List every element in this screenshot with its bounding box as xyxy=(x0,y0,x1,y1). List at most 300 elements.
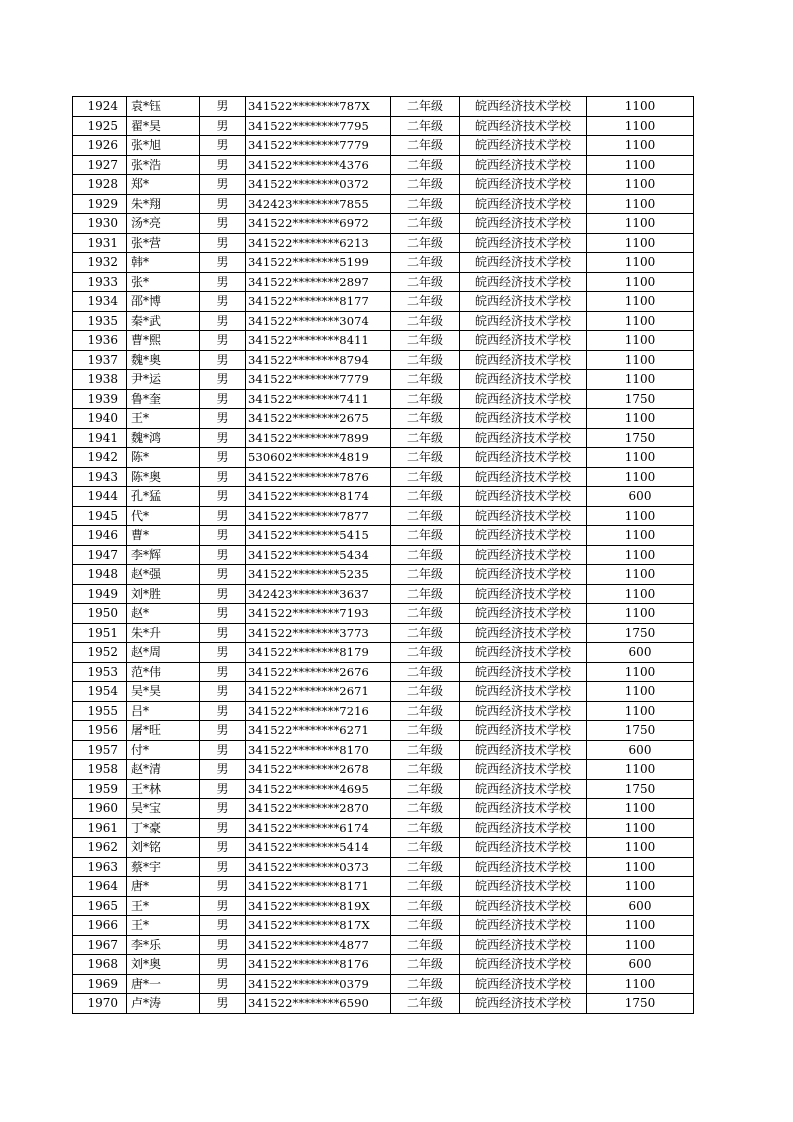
student-subsidy-table xyxy=(72,96,694,1014)
gender-cell: 男 xyxy=(200,604,246,624)
grade-cell: 二年级 xyxy=(391,175,460,195)
row-number-cell: 1944 xyxy=(73,487,127,507)
amount-cell: 1100 xyxy=(587,233,694,253)
table-row xyxy=(73,740,694,760)
table-row xyxy=(73,896,694,916)
table-row xyxy=(73,136,694,156)
id-number-cell: 341522********8174 xyxy=(246,487,391,507)
grade-cell: 二年级 xyxy=(391,272,460,292)
table-row xyxy=(73,701,694,721)
row-number-cell: 1933 xyxy=(73,272,127,292)
name-cell: 王* xyxy=(127,896,200,916)
row-number-cell: 1960 xyxy=(73,799,127,819)
id-number-cell: 341522********8794 xyxy=(246,350,391,370)
id-number-cell: 341522********2671 xyxy=(246,682,391,702)
row-number-cell: 1952 xyxy=(73,643,127,663)
id-number-cell: 341522********8170 xyxy=(246,740,391,760)
table-row xyxy=(73,916,694,936)
name-cell: 曹*熙 xyxy=(127,331,200,351)
gender-cell: 男 xyxy=(200,896,246,916)
amount-cell: 600 xyxy=(587,487,694,507)
amount-cell: 1100 xyxy=(587,604,694,624)
id-number-cell: 341522********7779 xyxy=(246,370,391,390)
school-cell: 皖西经济技术学校 xyxy=(460,779,587,799)
gender-cell: 男 xyxy=(200,253,246,273)
name-cell: 韩* xyxy=(127,253,200,273)
name-cell: 汤*亮 xyxy=(127,214,200,234)
grade-cell: 二年级 xyxy=(391,194,460,214)
row-number-cell: 1969 xyxy=(73,974,127,994)
gender-cell: 男 xyxy=(200,136,246,156)
grade-cell: 二年级 xyxy=(391,155,460,175)
id-number-cell: 341522********6972 xyxy=(246,214,391,234)
school-cell: 皖西经济技术学校 xyxy=(460,506,587,526)
amount-cell: 1750 xyxy=(587,428,694,448)
school-cell: 皖西经济技术学校 xyxy=(460,643,587,663)
grade-cell: 二年级 xyxy=(391,799,460,819)
gender-cell: 男 xyxy=(200,506,246,526)
gender-cell: 男 xyxy=(200,974,246,994)
grade-cell: 二年级 xyxy=(391,662,460,682)
table-row xyxy=(73,97,694,117)
table-row xyxy=(73,565,694,585)
gender-cell: 男 xyxy=(200,545,246,565)
school-cell: 皖西经济技术学校 xyxy=(460,331,587,351)
gender-cell: 男 xyxy=(200,428,246,448)
row-number-cell: 1954 xyxy=(73,682,127,702)
grade-cell: 二年级 xyxy=(391,526,460,546)
grade-cell: 二年级 xyxy=(391,623,460,643)
grade-cell: 二年级 xyxy=(391,136,460,156)
name-cell: 张* xyxy=(127,272,200,292)
name-cell: 代* xyxy=(127,506,200,526)
id-number-cell: 341522********8179 xyxy=(246,643,391,663)
amount-cell: 600 xyxy=(587,643,694,663)
row-number-cell: 1938 xyxy=(73,370,127,390)
table-row xyxy=(73,935,694,955)
school-cell: 皖西经济技术学校 xyxy=(460,974,587,994)
grade-cell: 二年级 xyxy=(391,740,460,760)
grade-cell: 二年级 xyxy=(391,974,460,994)
grade-cell: 二年级 xyxy=(391,428,460,448)
amount-cell: 1100 xyxy=(587,292,694,312)
grade-cell: 二年级 xyxy=(391,916,460,936)
school-cell: 皖西经济技术学校 xyxy=(460,623,587,643)
id-number-cell: 530602********4819 xyxy=(246,448,391,468)
name-cell: 吕* xyxy=(127,701,200,721)
table-row xyxy=(73,506,694,526)
grade-cell: 二年级 xyxy=(391,935,460,955)
gender-cell: 男 xyxy=(200,682,246,702)
grade-cell: 二年级 xyxy=(391,721,460,741)
grade-cell: 二年级 xyxy=(391,350,460,370)
name-cell: 鲁*奎 xyxy=(127,389,200,409)
amount-cell: 1100 xyxy=(587,565,694,585)
gender-cell: 男 xyxy=(200,662,246,682)
name-cell: 尹*运 xyxy=(127,370,200,390)
school-cell: 皖西经济技术学校 xyxy=(460,818,587,838)
table-row xyxy=(73,409,694,429)
amount-cell: 1100 xyxy=(587,194,694,214)
row-number-cell: 1950 xyxy=(73,604,127,624)
school-cell: 皖西经济技术学校 xyxy=(460,487,587,507)
amount-cell: 1100 xyxy=(587,331,694,351)
gender-cell: 男 xyxy=(200,623,246,643)
school-cell: 皖西经济技术学校 xyxy=(460,272,587,292)
amount-cell: 1100 xyxy=(587,409,694,429)
grade-cell: 二年级 xyxy=(391,467,460,487)
gender-cell: 男 xyxy=(200,467,246,487)
amount-cell: 1750 xyxy=(587,721,694,741)
id-number-cell: 341522********7193 xyxy=(246,604,391,624)
row-number-cell: 1957 xyxy=(73,740,127,760)
grade-cell: 二年级 xyxy=(391,643,460,663)
grade-cell: 二年级 xyxy=(391,448,460,468)
id-number-cell: 341522********7877 xyxy=(246,506,391,526)
grade-cell: 二年级 xyxy=(391,877,460,897)
name-cell: 刘*奥 xyxy=(127,955,200,975)
table-row xyxy=(73,448,694,468)
id-number-cell: 341522********819X xyxy=(246,896,391,916)
name-cell: 邵*博 xyxy=(127,292,200,312)
amount-cell: 1100 xyxy=(587,701,694,721)
grade-cell: 二年级 xyxy=(391,857,460,877)
id-number-cell: 341522********5235 xyxy=(246,565,391,585)
grade-cell: 二年级 xyxy=(391,292,460,312)
name-cell: 卢*涛 xyxy=(127,994,200,1014)
name-cell: 丁*豪 xyxy=(127,818,200,838)
id-number-cell: 341522********2675 xyxy=(246,409,391,429)
grade-cell: 二年级 xyxy=(391,253,460,273)
id-number-cell: 341522********6213 xyxy=(246,233,391,253)
grade-cell: 二年级 xyxy=(391,311,460,331)
id-number-cell: 341522********7795 xyxy=(246,116,391,136)
gender-cell: 男 xyxy=(200,740,246,760)
table-row xyxy=(73,584,694,604)
name-cell: 赵*强 xyxy=(127,565,200,585)
school-cell: 皖西经济技术学校 xyxy=(460,955,587,975)
name-cell: 张*浩 xyxy=(127,155,200,175)
table-body xyxy=(73,97,694,1014)
school-cell: 皖西经济技术学校 xyxy=(460,799,587,819)
id-number-cell: 341522********7411 xyxy=(246,389,391,409)
name-cell: 郑* xyxy=(127,175,200,195)
school-cell: 皖西经济技术学校 xyxy=(460,760,587,780)
amount-cell: 1100 xyxy=(587,857,694,877)
table-row xyxy=(73,526,694,546)
school-cell: 皖西经济技术学校 xyxy=(460,565,587,585)
grade-cell: 二年级 xyxy=(391,487,460,507)
grade-cell: 二年级 xyxy=(391,116,460,136)
school-cell: 皖西经济技术学校 xyxy=(460,467,587,487)
amount-cell: 1100 xyxy=(587,545,694,565)
gender-cell: 男 xyxy=(200,565,246,585)
school-cell: 皖西经济技术学校 xyxy=(460,838,587,858)
table-row xyxy=(73,955,694,975)
gender-cell: 男 xyxy=(200,155,246,175)
row-number-cell: 1940 xyxy=(73,409,127,429)
amount-cell: 1100 xyxy=(587,838,694,858)
id-number-cell: 341522********0379 xyxy=(246,974,391,994)
school-cell: 皖西经济技术学校 xyxy=(460,233,587,253)
id-number-cell: 341522********6590 xyxy=(246,994,391,1014)
school-cell: 皖西经济技术学校 xyxy=(460,428,587,448)
table-row xyxy=(73,428,694,448)
row-number-cell: 1936 xyxy=(73,331,127,351)
amount-cell: 1100 xyxy=(587,370,694,390)
name-cell: 李*乐 xyxy=(127,935,200,955)
table-row xyxy=(73,467,694,487)
table-row xyxy=(73,604,694,624)
amount-cell: 1100 xyxy=(587,877,694,897)
row-number-cell: 1941 xyxy=(73,428,127,448)
amount-cell: 1750 xyxy=(587,779,694,799)
school-cell: 皖西经济技术学校 xyxy=(460,701,587,721)
school-cell: 皖西经济技术学校 xyxy=(460,97,587,117)
gender-cell: 男 xyxy=(200,760,246,780)
table-row xyxy=(73,370,694,390)
id-number-cell: 341522********0372 xyxy=(246,175,391,195)
gender-cell: 男 xyxy=(200,838,246,858)
amount-cell: 1100 xyxy=(587,175,694,195)
grade-cell: 二年级 xyxy=(391,545,460,565)
table-row xyxy=(73,838,694,858)
name-cell: 李*辉 xyxy=(127,545,200,565)
name-cell: 张*旭 xyxy=(127,136,200,156)
school-cell: 皖西经济技术学校 xyxy=(460,916,587,936)
gender-cell: 男 xyxy=(200,584,246,604)
amount-cell: 1750 xyxy=(587,994,694,1014)
school-cell: 皖西经济技术学校 xyxy=(460,136,587,156)
id-number-cell: 341522********4376 xyxy=(246,155,391,175)
grade-cell: 二年级 xyxy=(391,584,460,604)
id-number-cell: 341522********817X xyxy=(246,916,391,936)
table-row xyxy=(73,233,694,253)
table-row xyxy=(73,545,694,565)
table-row xyxy=(73,487,694,507)
id-number-cell: 341522********7216 xyxy=(246,701,391,721)
name-cell: 吴*昊 xyxy=(127,682,200,702)
gender-cell: 男 xyxy=(200,214,246,234)
school-cell: 皖西经济技术学校 xyxy=(460,994,587,1014)
school-cell: 皖西经济技术学校 xyxy=(460,877,587,897)
id-number-cell: 341522********5415 xyxy=(246,526,391,546)
amount-cell: 1100 xyxy=(587,311,694,331)
id-number-cell: 342423********3637 xyxy=(246,584,391,604)
row-number-cell: 1962 xyxy=(73,838,127,858)
school-cell: 皖西经济技术学校 xyxy=(460,662,587,682)
row-number-cell: 1956 xyxy=(73,721,127,741)
name-cell: 范*伟 xyxy=(127,662,200,682)
row-number-cell: 1929 xyxy=(73,194,127,214)
name-cell: 刘*胜 xyxy=(127,584,200,604)
grade-cell: 二年级 xyxy=(391,565,460,585)
grade-cell: 二年级 xyxy=(391,97,460,117)
gender-cell: 男 xyxy=(200,448,246,468)
gender-cell: 男 xyxy=(200,701,246,721)
school-cell: 皖西经济技术学校 xyxy=(460,682,587,702)
id-number-cell: 341522********3074 xyxy=(246,311,391,331)
table-row xyxy=(73,877,694,897)
school-cell: 皖西经济技术学校 xyxy=(460,896,587,916)
name-cell: 付* xyxy=(127,740,200,760)
gender-cell: 男 xyxy=(200,779,246,799)
school-cell: 皖西经济技术学校 xyxy=(460,526,587,546)
id-number-cell: 341522********7876 xyxy=(246,467,391,487)
gender-cell: 男 xyxy=(200,292,246,312)
gender-cell: 男 xyxy=(200,389,246,409)
amount-cell: 1100 xyxy=(587,682,694,702)
name-cell: 唐*一 xyxy=(127,974,200,994)
gender-cell: 男 xyxy=(200,721,246,741)
id-number-cell: 341522********8171 xyxy=(246,877,391,897)
school-cell: 皖西经济技术学校 xyxy=(460,350,587,370)
amount-cell: 1100 xyxy=(587,935,694,955)
amount-cell: 1100 xyxy=(587,974,694,994)
name-cell: 魏*鸿 xyxy=(127,428,200,448)
amount-cell: 1100 xyxy=(587,214,694,234)
school-cell: 皖西经济技术学校 xyxy=(460,740,587,760)
row-number-cell: 1959 xyxy=(73,779,127,799)
row-number-cell: 1932 xyxy=(73,253,127,273)
id-number-cell: 341522********2870 xyxy=(246,799,391,819)
row-number-cell: 1934 xyxy=(73,292,127,312)
amount-cell: 1100 xyxy=(587,818,694,838)
gender-cell: 男 xyxy=(200,194,246,214)
row-number-cell: 1926 xyxy=(73,136,127,156)
grade-cell: 二年级 xyxy=(391,214,460,234)
school-cell: 皖西经济技术学校 xyxy=(460,175,587,195)
amount-cell: 1100 xyxy=(587,916,694,936)
grade-cell: 二年级 xyxy=(391,955,460,975)
name-cell: 曹* xyxy=(127,526,200,546)
grade-cell: 二年级 xyxy=(391,331,460,351)
gender-cell: 男 xyxy=(200,97,246,117)
id-number-cell: 341522********3773 xyxy=(246,623,391,643)
amount-cell: 1100 xyxy=(587,526,694,546)
amount-cell: 1100 xyxy=(587,155,694,175)
row-number-cell: 1948 xyxy=(73,565,127,585)
row-number-cell: 1964 xyxy=(73,877,127,897)
school-cell: 皖西经济技术学校 xyxy=(460,545,587,565)
grade-cell: 二年级 xyxy=(391,779,460,799)
gender-cell: 男 xyxy=(200,233,246,253)
id-number-cell: 341522********2676 xyxy=(246,662,391,682)
grade-cell: 二年级 xyxy=(391,818,460,838)
row-number-cell: 1966 xyxy=(73,916,127,936)
table-row xyxy=(73,272,694,292)
gender-cell: 男 xyxy=(200,409,246,429)
table-row xyxy=(73,350,694,370)
name-cell: 朱*升 xyxy=(127,623,200,643)
row-number-cell: 1951 xyxy=(73,623,127,643)
gender-cell: 男 xyxy=(200,818,246,838)
id-number-cell: 341522********6271 xyxy=(246,721,391,741)
gender-cell: 男 xyxy=(200,311,246,331)
amount-cell: 1100 xyxy=(587,350,694,370)
grade-cell: 二年级 xyxy=(391,701,460,721)
school-cell: 皖西经济技术学校 xyxy=(460,370,587,390)
table-row xyxy=(73,175,694,195)
table-row xyxy=(73,623,694,643)
id-number-cell: 341522********7779 xyxy=(246,136,391,156)
gender-cell: 男 xyxy=(200,955,246,975)
table-row xyxy=(73,155,694,175)
gender-cell: 男 xyxy=(200,175,246,195)
school-cell: 皖西经济技术学校 xyxy=(460,389,587,409)
row-number-cell: 1930 xyxy=(73,214,127,234)
name-cell: 张*营 xyxy=(127,233,200,253)
table-row xyxy=(73,779,694,799)
row-number-cell: 1925 xyxy=(73,116,127,136)
grade-cell: 二年级 xyxy=(391,370,460,390)
table-row xyxy=(73,721,694,741)
name-cell: 王*林 xyxy=(127,779,200,799)
row-number-cell: 1935 xyxy=(73,311,127,331)
table-row xyxy=(73,116,694,136)
row-number-cell: 1963 xyxy=(73,857,127,877)
amount-cell: 1750 xyxy=(587,623,694,643)
table-row xyxy=(73,974,694,994)
row-number-cell: 1931 xyxy=(73,233,127,253)
grade-cell: 二年级 xyxy=(391,682,460,702)
name-cell: 赵*周 xyxy=(127,643,200,663)
row-number-cell: 1945 xyxy=(73,506,127,526)
id-number-cell: 341522********8177 xyxy=(246,292,391,312)
row-number-cell: 1927 xyxy=(73,155,127,175)
table-row xyxy=(73,662,694,682)
table-row xyxy=(73,799,694,819)
table-row xyxy=(73,857,694,877)
name-cell: 魏*奥 xyxy=(127,350,200,370)
table-row xyxy=(73,818,694,838)
gender-cell: 男 xyxy=(200,799,246,819)
name-cell: 秦*武 xyxy=(127,311,200,331)
gender-cell: 男 xyxy=(200,857,246,877)
gender-cell: 男 xyxy=(200,370,246,390)
id-number-cell: 341522********787X xyxy=(246,97,391,117)
grade-cell: 二年级 xyxy=(391,760,460,780)
row-number-cell: 1955 xyxy=(73,701,127,721)
school-cell: 皖西经济技术学校 xyxy=(460,409,587,429)
name-cell: 王* xyxy=(127,916,200,936)
name-cell: 吴*宝 xyxy=(127,799,200,819)
id-number-cell: 342423********7855 xyxy=(246,194,391,214)
amount-cell: 600 xyxy=(587,896,694,916)
id-number-cell: 341522********2897 xyxy=(246,272,391,292)
row-number-cell: 1953 xyxy=(73,662,127,682)
school-cell: 皖西经济技术学校 xyxy=(460,721,587,741)
amount-cell: 1100 xyxy=(587,662,694,682)
school-cell: 皖西经济技术学校 xyxy=(460,116,587,136)
amount-cell: 1100 xyxy=(587,760,694,780)
id-number-cell: 341522********8411 xyxy=(246,331,391,351)
gender-cell: 男 xyxy=(200,116,246,136)
name-cell: 袁*钰 xyxy=(127,97,200,117)
amount-cell: 1100 xyxy=(587,448,694,468)
name-cell: 赵*清 xyxy=(127,760,200,780)
name-cell: 屠*旺 xyxy=(127,721,200,741)
table-row xyxy=(73,292,694,312)
id-number-cell: 341522********5199 xyxy=(246,253,391,273)
id-number-cell: 341522********0373 xyxy=(246,857,391,877)
amount-cell: 1750 xyxy=(587,389,694,409)
id-number-cell: 341522********4877 xyxy=(246,935,391,955)
amount-cell: 1100 xyxy=(587,116,694,136)
amount-cell: 1100 xyxy=(587,506,694,526)
grade-cell: 二年级 xyxy=(391,409,460,429)
row-number-cell: 1967 xyxy=(73,935,127,955)
